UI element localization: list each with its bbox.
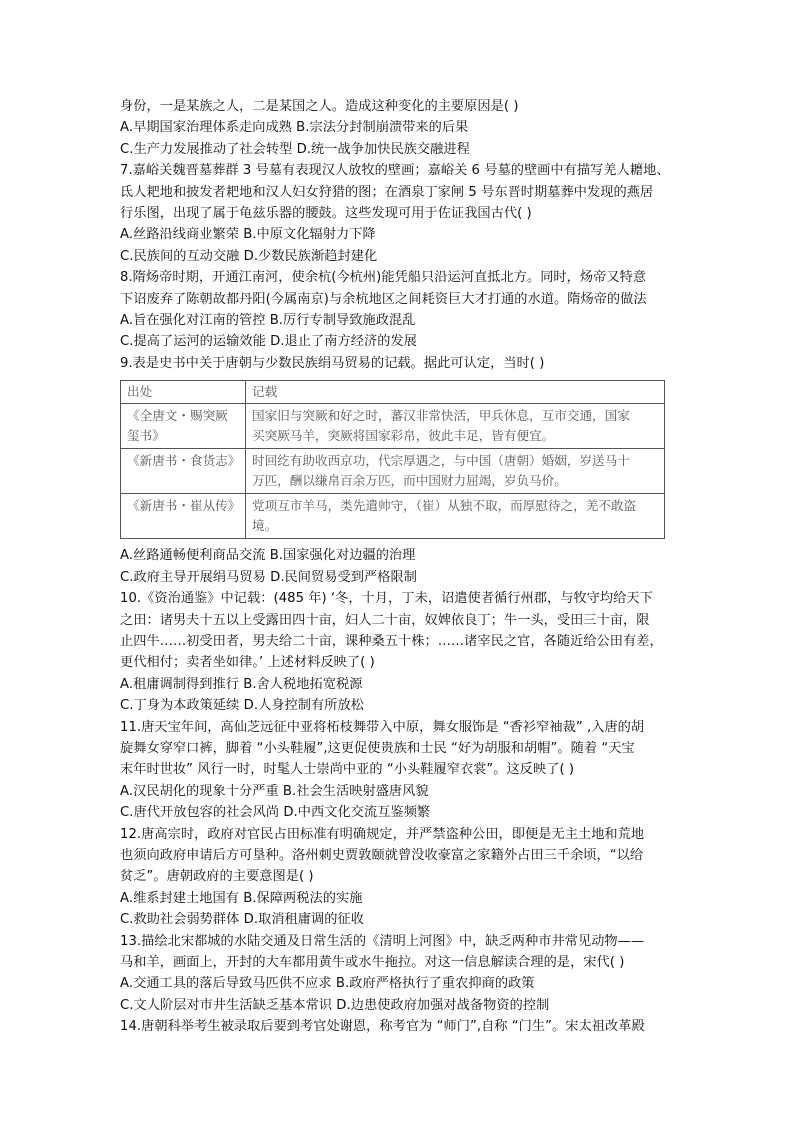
option-line: A.维系封建土地国有 B.保障两税法的实施 <box>120 890 363 906</box>
text-line: 身份，一是某族之人，二是某国之人。造成这种变化的主要原因是( ) <box>120 99 519 114</box>
text-block-bottom <box>120 545 670 1037</box>
record-text: 买突厥马羊，突厥将国家彩帛，彼此丰足，皆有便宜。 <box>252 428 555 444</box>
table-header-row <box>121 381 665 404</box>
table-row <box>121 494 665 539</box>
text-line: 贫乏”。唐朝政府的主要意图是( ) <box>120 869 314 885</box>
option-line: C.救助社会弱势群体 D.取消租庸调的征收 <box>120 912 364 928</box>
option-line: C.丁身为本政策延续 D.人身控制有所放松 <box>120 698 364 714</box>
question-10: 10.《资治通鉴》中记载：(485 年) ‘冬，十月，丁未，诏遣使者循行州郡，与牧守均给天下 <box>120 591 653 607</box>
text-line: 马和羊，画面上，开封的大车都用黄牛或水牛拖拉。对这一信息解读合理的是，宋代( ) <box>120 955 625 970</box>
option-line: A.早期国家治理体系走向成熟 B.宗法分封制崩溃带来的后果 <box>120 120 469 136</box>
text-line: 之田：诸男夫十五以上受露田四十亩，妇人二十亩，奴婢依良丁；牛一头，受田三十亩，限 <box>120 612 650 628</box>
option-line: A.汉民胡化的现象十分严重 B.社会生活映射盛唐风貌 <box>120 783 429 799</box>
text-line: 下诏废弃了陈朝故都丹阳(今属南京)与余杭地区之间耗资巨大才打通的水道。隋炀帝的做法 <box>120 291 647 307</box>
source-text: 《新唐书・食货志》 <box>127 453 241 469</box>
option-line: C.文人阶层对市井生活缺乏基本常识 D.边患使政府加强对战备物资的控制 <box>120 997 550 1013</box>
question-9: 9.表是史书中关于唐朝与少数民族绢马贸易的记载。据此可认定，当时( ) <box>120 355 545 371</box>
record-text: 时回纥有助收西京功，代宗厚遇之，与中国（唐朝）婚姻，岁送马十 <box>252 453 630 469</box>
option-line: A.旨在强化对江南的管控 B.厉行专制导致施政混乱 <box>120 313 416 329</box>
question-12: 12.唐高宗时，政府对官民占田标准有明确规定，并严禁盗种公田，即便是无主土地和荒地 <box>120 826 645 842</box>
table-cell-source <box>121 404 246 449</box>
option-line: A.租庸调制得到推行 B.舍人税地拓宽税源 <box>120 676 363 692</box>
text-line: 旋舞女穿窄口裤，脚着 “小头鞋履”,这更促使贵族和士民 “好为胡服和胡帽”。随着 “天宝 <box>120 740 635 756</box>
option-line: A.交通工具的落后导致马匹供不应求 B.政府严格执行了重农抑商的政策 <box>120 976 535 992</box>
question-8: 8.隋炀帝时期，开通江南河，使余杭(今杭州)能凭船只沿运河直抵北方。同时，炀帝又特意 <box>120 270 647 286</box>
table-row <box>121 404 665 449</box>
text-line: 也须向政府申请后方可垦种。洛州刺史贾敦颐就曾没收豪富之家籍外占田三千余顷，“以给 <box>120 847 644 863</box>
table-cell-record <box>246 494 665 539</box>
option-line: C.政府主导开展绢马贸易 D.民间贸易受到严格限制 <box>120 569 417 585</box>
option-line: C.唐代开放包容的社会风尚 D.中西文化交流互鉴频繁 <box>120 805 431 821</box>
text-block-top <box>120 96 670 374</box>
record-text: 万匹，酬以缣帛百余万匹，而中国财力屈竭，岁负马价。 <box>252 473 567 489</box>
table-cell-source <box>121 494 246 539</box>
option-line: C.提高了运河的运输效能 D.退止了南方经济的发展 <box>120 334 417 350</box>
option-line: C.民族间的互动交融 D.少数民族渐趋封建化 <box>120 248 378 264</box>
table-header-record: 记载 <box>246 381 665 404</box>
record-text: 境。 <box>252 518 278 534</box>
table-row <box>121 449 665 494</box>
question-11: 11.唐天宝年间，高仙芝远征中亚将柘枝舞带入中原，舞女服饰是 “香衫窄袖裁” ,入唐的胡 <box>120 719 645 735</box>
table-cell-source <box>121 449 246 494</box>
text-line: 更代相付；卖者坐如律。’ 上述材料反映了( ) <box>120 655 375 671</box>
record-text: 国家旧与突厥和好之时，蕃汉非常快活，甲兵休息，互市交通，国家 <box>252 408 630 424</box>
question-13: 13.描绘北宋都城的水陆交通及日常生活的《清明上河图》中，缺乏两种市井常见动物—— <box>120 933 645 949</box>
option-line: A.丝路通畅便利商品交流 B.国家强化对边疆的治理 <box>120 548 416 564</box>
trade-records-table <box>120 380 665 539</box>
source-text: 《新唐书・崔从传》 <box>127 498 241 514</box>
source-text: 玺书》 <box>127 428 165 444</box>
option-line: A.丝路沿线商业繁荣 B.中原文化辐射力下降 <box>120 227 376 243</box>
record-text: 党项互市羊马，类先遣帅守，（崔）从独不取，而厚慰待之，羌不敢盗 <box>252 498 637 514</box>
question-14: 14.唐朝科举考生被录取后要到考官处谢恩，称考官为 “师门”,自称 “门生”。宋太祖改革殿 <box>120 1019 645 1035</box>
text-line: 行乐图，出现了属于龟兹乐器的腰鼓。这些发现可用于佐证我国古代( ) <box>120 206 532 222</box>
question-7: 7.嘉峪关魏晋墓葬群 3 号墓有表现汉人放牧的壁画；嘉峪关 6 号墓的壁画中有描写羌人耱地、 <box>120 163 670 179</box>
table-header-source: 出处 <box>121 381 246 404</box>
option-line: C.生产力发展推动了社会转型 D.统一战争加快民族交融进程 <box>120 141 470 157</box>
text-line: 氐人耙地和披发者耙地和汉人妇女狩猎的图；在酒泉丁家闸 5 号东晋时期墓葬中发现的燕居 <box>120 184 654 200</box>
text-line: 末年时世妆” 风行一时，时髦人士崇尚中亚的 “小头鞋履窄衣裳”。这反映了( ) <box>120 762 575 778</box>
source-text: 《全唐文・赐突厥 <box>127 408 228 424</box>
exam-page <box>120 96 670 1038</box>
table-cell-record <box>246 404 665 449</box>
text-line: 止四牛……初受田者，男夫给二十亩，课种桑五十株；……诸宰民之官，各随近给公田有差， <box>120 633 663 649</box>
table-cell-record <box>246 449 665 494</box>
